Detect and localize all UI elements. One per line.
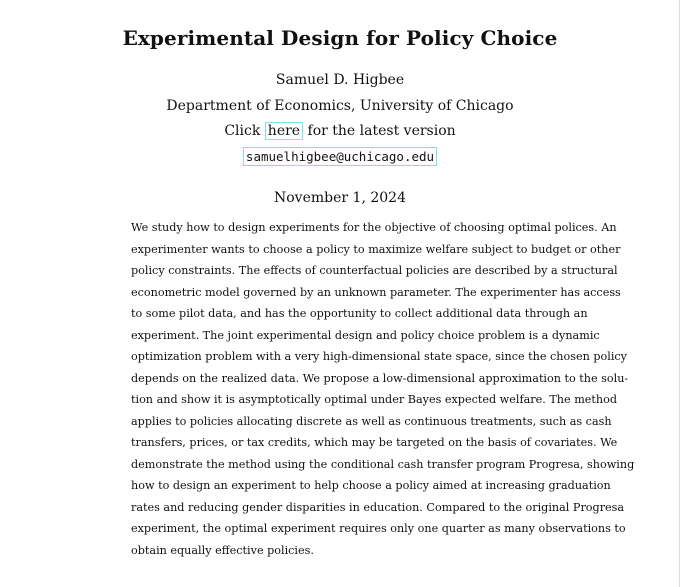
latest-version-prefix: Click [224, 123, 261, 139]
latest-version-suffix: for the latest version [307, 123, 456, 139]
latest-version-line [0, 123, 680, 139]
abstract-line: experiment. The joint experimental design and policy choice problem is a dynamic [131, 328, 600, 342]
email-line [0, 149, 680, 165]
email-link[interactable]: samuelhigbee@uchicago.edu [243, 147, 437, 166]
abstract-line: policy constraints. The effects of counterfactual policies are described by a structural [131, 264, 618, 277]
abstract-line: tion and show it is asymptotically optimal under Bayes expected welfare. The method [131, 393, 618, 406]
author-name: Samuel D. Higbee [275, 72, 405, 88]
abstract-line: We study how to design experiments for the objective of choosing optimal polices. An [131, 221, 617, 234]
abstract-line: obtain equally effective policies. [131, 543, 314, 557]
abstract-line: transfers, prices, or tax credits, which may be targeted on the basis of covariates. We [131, 436, 618, 449]
abstract-line: rates and reducing gender disparities in education. Compared to the original Progresa [131, 500, 625, 514]
abstract-line: experiment, the optimal experiment requires only one quarter as many observations to [131, 522, 626, 535]
abstract [131, 217, 635, 561]
latest-version-link[interactable]: here [265, 122, 303, 140]
abstract-line: how to design an experiment to help choose a policy aimed at increasing graduation [131, 479, 611, 492]
abstract-line: to some pilot data, and has the opportunity to collect additional data through an [131, 307, 588, 320]
paper-date: November 1, 2024 [274, 190, 406, 206]
abstract-line: demonstrate the method using the conditional cash transfer program Progresa, showing [131, 457, 635, 471]
abstract-line: optimization problem with a very high-dimensional state space, since the chosen policy [131, 350, 627, 363]
paper-title: Experimental Design for Policy Choice [122, 26, 558, 50]
abstract-line: applies to policies allocating discrete as well as continuous treatments, such as cash [131, 414, 612, 428]
abstract-line: depends on the realized data. We propose a low-dimensional approximation to the solu- [131, 371, 629, 385]
author-affiliation: Department of Economics, University of Chicago [166, 98, 514, 114]
abstract-line: experimenter wants to choose a policy to maximize welfare subject to budget or other [131, 242, 621, 256]
abstract-line: econometric model governed by an unknown parameter. The experimenter has access [131, 285, 621, 299]
